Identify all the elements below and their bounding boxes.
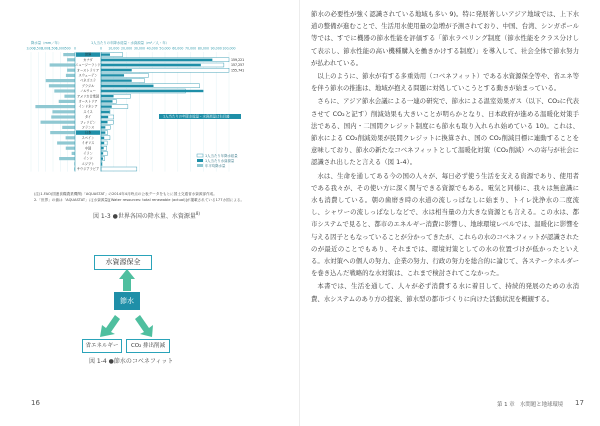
water-resource-bar (101, 152, 103, 154)
country-label: ノルウェー (80, 89, 96, 94)
country-label: アメリカ合衆国 (76, 94, 100, 99)
water-resource-bar (101, 126, 105, 128)
left-tick-label: 2,000 (41, 46, 51, 51)
right-tick-label: 40,000 (146, 46, 158, 51)
country-label: 中国 (84, 146, 92, 151)
water-resource-bar (101, 147, 104, 149)
country-label: イギリス (81, 141, 95, 146)
water-resource-bar (101, 111, 110, 113)
paragraph-4: 水は、生命を通してある今の国の人々が、毎日必ず使う生活を支える資源であり、使用者である我々が、その使い方に深く関与できる資源でもある。電気と同様に、我々は無意識に水も消費している。朝の歯磨き時の水道の流しっぱなしに始まり、トイレ洗浄水の二度流し、シャワーの流しっぱなしなどで、水は相当量の力大きな資源とも言える。この水は、都市システムで見ると、都市のエネルギー消費に影響し、地球環境レベルでは、温暖化に影響を与える因子ともなっていることが分かってきたが、これらの水のコベネフィットが認識されたのが最近のことでもあり、それまでは、環境対策としての水の位置づけが低かったといえる。水対策への個人の努力、企業の努力、行政の努力を総合的に論じて、各ステークホルダーを巻き込んだ戦略的な水対策は、これまで検討されてこなかった。 (311, 171, 579, 278)
water-resource-bar (101, 157, 103, 159)
right-tick-label: 80,000 (197, 46, 209, 51)
water-resource-bar (101, 100, 113, 102)
water-resource-bar (101, 142, 104, 144)
rainfall-bar (46, 79, 75, 82)
country-label: ベネズエラ (80, 78, 96, 83)
paragraph-2: 以上のように、節水が有する多重効用（コベネフィット）である水資源保全等や、省エネ等を伴う節水の推進は、地域が抱える問題に対処していこうとする動きが始まっている。 (311, 72, 579, 93)
rainfall-bar (50, 131, 75, 134)
legend-label-a: 1人当たり年降水総量 (205, 153, 238, 158)
rainfall-bar (63, 53, 75, 56)
rainfall-bar (67, 58, 75, 61)
rainfall-water-resource-chart (26, 40, 261, 190)
country-label: スイス (83, 109, 93, 114)
right-tick-label: 20,000 (121, 46, 133, 51)
rainfall-bar (72, 152, 75, 155)
caption-text: 図 1-3 ●世界各国の降水量、水資源量 (93, 213, 196, 220)
country-label: インド (83, 156, 93, 161)
water-resource-bar (101, 137, 104, 139)
right-tick-label: 70,000 (185, 46, 197, 51)
country-label: フィリピン (80, 120, 96, 125)
paragraph-1: 節水の必要性が強く認識されている地域も多い 9)。特に発展著しいアジア地域では、上下水道の整備が進むことで、生活用水使用量の急増が予測されており、中国、台湾、シンガポール等では、すでに機器の節水性能を評価する「節水ラベリング制度（節水性能をクラス分けして表示し、節水性能の高い機種購入を働きかけする制度）」を導入して、社会全体で節水努力が払われている。 (311, 10, 579, 67)
rainfall-bar (62, 126, 75, 129)
arrow-up-icon (119, 269, 135, 291)
water-resource-bar (101, 121, 108, 123)
chart-notes (34, 192, 266, 203)
water-resource-bar (101, 59, 212, 61)
rainfall-bar (41, 121, 75, 124)
legend-swatch-a (197, 154, 203, 157)
rainfall-bar (59, 100, 75, 103)
country-label: ブラジル (81, 83, 95, 88)
left-tick-label: 3,000 (26, 46, 36, 51)
water-resource-bar (101, 85, 153, 87)
water-saving-box: 節水 (114, 292, 140, 310)
overflow-value-label: 157,257 (231, 63, 245, 68)
country-label: フランス (81, 125, 95, 130)
country-label: オーストラリア (76, 68, 100, 73)
running-head: 第 1 章 水問題と地球環境 (497, 402, 564, 408)
legend-swatch-c (197, 164, 203, 167)
right-tick-label: 0 (99, 46, 103, 51)
country-label: サウジアラビア (76, 167, 100, 172)
country-label: イラン (83, 151, 93, 156)
rainfall-bar (50, 63, 75, 66)
left-tick-label: 0 (73, 46, 77, 51)
rainfall-bar (35, 105, 75, 108)
water-resource-box: 水資源保全 (94, 255, 152, 270)
legend-label-b: 1人当たり水資源量 (205, 158, 235, 163)
country-label: 日本 (84, 130, 92, 135)
country-label: カナダ (83, 57, 93, 62)
left-tick-label: 1,500 (48, 46, 58, 51)
rainfall-bar (64, 95, 75, 98)
energy-saving-box: 省エネルギー (82, 339, 122, 353)
left-tick-label: 2,500 (33, 46, 43, 51)
rainfall-bar (67, 69, 75, 72)
rainfall-bar (66, 74, 75, 77)
legend-label-c: 年平均降水量 (205, 163, 226, 168)
rainfall-bar (59, 157, 75, 160)
note-line-2: 2.「世界」の値は「AQUASTAT」に[水資源量][Water resources: total renewable (actual)]が掲載されている177カ国による。 (34, 197, 245, 202)
rainfall-bar (52, 110, 75, 113)
water-resource-bar (101, 64, 201, 66)
country-label: インドネシア (78, 104, 98, 109)
right-tick-label: 100,000 (222, 46, 236, 51)
water-resource-bar (101, 105, 112, 107)
right-axis-title: 1人当たりの年降水総量・水資源量（m³／人・年） (91, 41, 170, 45)
water-resource-bar (101, 74, 124, 76)
arrow-down-left-icon (100, 315, 120, 337)
figure-caption-1-4: 図 1-4 ●節水のコベネフィット (89, 358, 174, 365)
water-resource-bar (101, 53, 110, 55)
paragraph-5: 本書では、生活を通して、人々が必ず消費する水に着目して、持続的発展のための水消費、水システムのあり方の提案、節水型の都市づくりに向けた活動状況を概観する。 (311, 282, 579, 303)
figure-caption-1-3 (93, 211, 200, 220)
right-tick-label: 90,000 (210, 46, 222, 51)
rainfall-bar (51, 115, 75, 118)
total-precip-bar (101, 167, 137, 171)
rainfall-bar (54, 89, 75, 92)
country-label: オーストリア (78, 99, 98, 104)
body-text (311, 8, 579, 306)
left-tick-label: 1,000 (55, 46, 65, 51)
note-line-1: (注)1.FAO(国連食糧農業機関)「AQUASTAT」の2014年4月時点の公表データをもとに国土交通省水資源部作成。 (34, 192, 217, 196)
overflow-value-label: 159,221 (231, 57, 245, 62)
gutter (299, 0, 300, 426)
rainfall-bar (66, 147, 75, 150)
left-tick-label: 500 (64, 46, 71, 51)
right-tick-label: 30,000 (133, 46, 145, 51)
country-label: スウェーデン (78, 73, 98, 78)
cobenefit-diagram (82, 255, 202, 355)
caption-ref: 8) (195, 211, 200, 216)
arrow-down-right-icon (135, 315, 153, 337)
right-tick-label: 50,000 (159, 46, 171, 51)
legend-inner-text: 1人当たりの年降水総量・水資源量は右目盛 (163, 114, 230, 119)
country-label: ニュージーランド (75, 63, 101, 68)
page-number-right: 17 (575, 399, 584, 407)
country-label: エジプト (81, 161, 95, 166)
rainfall-bar (66, 136, 75, 139)
country-label: タイ (84, 115, 92, 120)
paragraph-3: さらに、アジア節水会議による一連の研究で、節水による温室効果ガス（以下、CO₂に代表させて CO₂と記す）削減効果も大きいことが明らかとなり、日本政府が進める温暖化対策手法である、国内・二国間クレジット制度にも節水も取り入れられ始めている 10)。これは、節水による CO₂削減効果が民間クレジットに換算され、国の CO₂削減目標に連動することを意味しており、節水の新たなコベネフィットとして温暖化対策（CO₂削減）への寄与が社会に認識され出したと言える（図 1-4）。 (311, 97, 579, 167)
legend-swatch-b (197, 159, 203, 162)
water-resource-bar (101, 95, 114, 97)
water-resource-bar (101, 79, 132, 81)
water-resource-bar (101, 69, 132, 71)
country-label: スペイン (81, 135, 95, 140)
right-tick-label: 10,000 (108, 46, 120, 51)
right-tick-label: 60,000 (172, 46, 184, 51)
water-resource-bar (101, 131, 105, 133)
water-resource-bar (101, 116, 108, 118)
water-resource-bar (101, 90, 203, 92)
left-axis-title: 降水量（mm／年） (31, 41, 62, 45)
co2-reduction-box: CO₂ 排出削減 (126, 339, 170, 353)
rainfall-bar (57, 141, 75, 144)
page-number-left: 16 (31, 399, 40, 407)
rainfall-bar (49, 84, 75, 87)
overflow-value-label: 155,741 (231, 68, 245, 73)
chart-canvas (26, 40, 261, 190)
country-label: 世界 (84, 52, 92, 57)
